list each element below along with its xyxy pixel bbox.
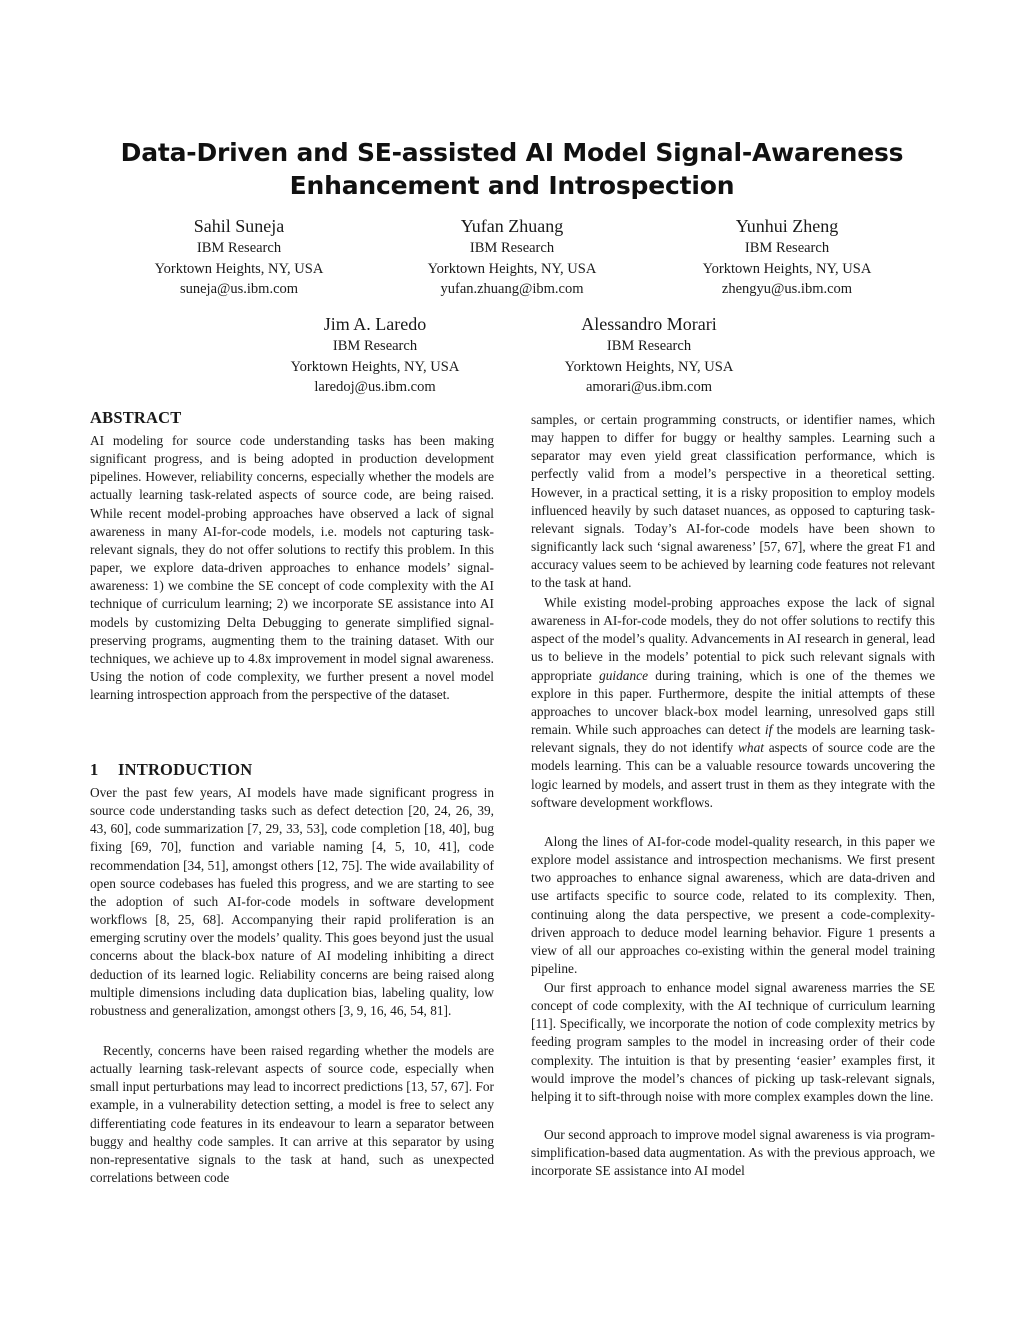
author-email: yufan.zhuang@ibm.com <box>440 281 584 297</box>
author-email: amorari@us.ibm.com <box>585 379 713 395</box>
abstract-text: AI modeling for source code understanding tasks has been making significant progress, and is being adopted in production development pipelines. However, reliability concerns, especially whether the models are actually learning task-related aspects of source code, are being raised. While recent model-probing approaches have observed a lack of signal awareness in many AI-for-code models, i.e. models not capturing task-relevant signals, they do not offer solutions to rectify this problem. In this paper, we explore data-driven approaches to enhance models’ signal-awareness: 1) we combine the SE concept of code complexity with the AI technique of curriculum learning; 2) we incorporate SE assistance into AI models by customizing Delta Debugging to generate simplified signal-preserving programs, augmenting them to the training dataset. With our techniques, we achieve up to 4.8x improvement in model signal awareness. Using the notion of code complexity, we further present a novel model learning introspection approach from the perspective of the dataset. <box>90 433 494 703</box>
author-block <box>687 215 887 300</box>
author-name: Yunhui Zheng <box>735 216 839 236</box>
author-block <box>412 215 612 300</box>
paper-title <box>90 136 934 202</box>
introduction-heading <box>90 760 252 780</box>
author-location: Yorktown Heights, NY, USA <box>702 260 872 277</box>
right-paragraph-2 <box>531 594 935 812</box>
right-paragraph-3: Along the lines of AI-for-code model-quality research, in this paper we explore model assistance and introspection mechanisms. We first present two approaches to enhance signal awareness, which are data-driven and use artifacts specific to source code, related to its complexity. Then, continuing along the data perspective, we present a code-complexity-driven approach to deduce model learning behavior. Figure 1 presents a view of all our approaches co-existing within the general model training pipeline. <box>531 834 935 977</box>
author-affiliation: IBM Research <box>606 338 692 354</box>
author-location: Yorktown Heights, NY, USA <box>427 260 597 277</box>
title-line-2: Enhancement and Introspection <box>289 171 735 200</box>
right-paragraph-4: Our first approach to enhance model signal awareness marries the SE concept of code complexity, with the AI technique of curriculum learning [11]. Specifically, we incorporate the notion of code complexity metrics by feeding program samples to the model in increasing order of their code complexity. The intuition is that by presenting ‘easier’ examples first, it would improve the model’s chances of picking up task-relevant signals, helping it to sift-through noise with more complex examples down the line. <box>531 980 935 1104</box>
author-location: Yorktown Heights, NY, USA <box>564 358 734 375</box>
author-affiliation: IBM Research <box>332 338 418 354</box>
text-run: the models are learning task-relevant signals, they do not identify <box>531 722 935 756</box>
text-run: during training, which is one of the themes we explore in this paper. Furthermore, despite the initial attempts of these approaches to uncover black-box model learning, unresolved gaps still remain. While such approaches can detect <box>531 667 935 738</box>
title-line-1: Data-Driven and SE-assisted AI Model Signal-Awareness <box>120 138 904 167</box>
section-number: 1 <box>90 760 99 779</box>
author-affiliation: IBM Research <box>469 240 555 256</box>
abstract-heading: ABSTRACT <box>90 408 182 427</box>
author-name: Sahil Suneja <box>193 216 285 236</box>
author-name: Yufan Zhuang <box>460 216 564 236</box>
author-block <box>549 313 749 398</box>
author-email: suneja@us.ibm.com <box>179 281 299 297</box>
author-email: laredoj@us.ibm.com <box>314 379 436 395</box>
intro-paragraph-1: Over the past few years, AI models have made significant progress in source code understanding tasks such as defect detection [20, 24, 26, 39, 43, 60], code summarization [7, 29, 33, 53], code completion [18, 40], bug fixing [69, 70], function and variable naming [4, 5, 10, 41], code recommendation [34, 51], amongst others [12, 75]. The wide availability of open source codebases has fueled this progress, and we are starting to see the adoption of such AI-for-code models in software development workflows [8, 25, 68]. Accompanying their rapid proliferation is an emerging scrutiny over the models’ quality. This goes beyond just the usual concerns about the black-box nature of AI modeling inhibiting a direct deduction of its learned logic. Reliability concerns are being raised along multiple dimensions including data duplication bias, labeling quality, low robustness and generalization, amongst others [3, 9, 16, 46, 54, 81]. <box>90 785 494 1018</box>
right-paragraph-5: Our second approach to improve model signal awareness is via program-simplification-based data augmentation. As with the previous approach, we incorporate SE assistance into AI model <box>531 1127 935 1179</box>
text-run: aspects of source code are the models learning. This can be a valuable resource towards uncovering the logic learned by models, and assert trust in them as they integrate with the software development workflows. <box>531 740 935 810</box>
emphasis: if <box>764 722 773 738</box>
author-name: Jim A. Laredo <box>323 314 427 334</box>
author-affiliation: IBM Research <box>196 240 282 256</box>
author-location: Yorktown Heights, NY, USA <box>290 358 460 375</box>
section-title: INTRODUCTION <box>118 760 253 779</box>
right-paragraph-1: samples, or certain programming constructs, or identifier names, which may happen to differ for buggy or healthy samples. Learning such a separator may even yield great classification performance, which is perfectly valid from a model’s perspective in a theoretical setting. However, in a practical setting, it is a risky proposition to employ models influenced heavily by such dataset nuances, as opposed to capturing task-relevant signals. Today’s AI-for-code models have been shown to significantly lack such ‘signal awareness’ [57, 67], where the great F1 and accuracy values seem to be achieved by learning code features not relevant to the task at hand. <box>531 412 935 591</box>
author-name: Alessandro Morari <box>581 314 717 334</box>
author-email: zhengyu@us.ibm.com <box>721 281 853 297</box>
author-block <box>275 313 475 398</box>
author-location: Yorktown Heights, NY, USA <box>154 260 324 277</box>
author-block <box>139 215 339 300</box>
author-affiliation: IBM Research <box>744 240 830 256</box>
intro-paragraph-2: Recently, concerns have been raised regarding whether the models are actually learning task-relevant aspects of source code, especially when small input perturbations may lead to incorrect predictions [13, 57, 67]. For example, in a vulnerability detection setting, a model is free to select any differentiating code features in its endeavour to learn a separator between buggy and healthy code samples. It can arrive at this separator by using non-representative signals to the task at hand, such as unexpected correlations between code <box>90 1043 494 1186</box>
emphasis: what <box>738 740 764 756</box>
emphasis: guidance <box>599 667 648 683</box>
text-run: While existing model-probing approaches expose the lack of signal awareness in AI-for-code models, they do not offer solutions to rectify this aspect of the model’s quality. Advancements in AI research in general, lead us to believe in the models’ potential to pick such relevant signals with appropriate <box>531 595 935 683</box>
